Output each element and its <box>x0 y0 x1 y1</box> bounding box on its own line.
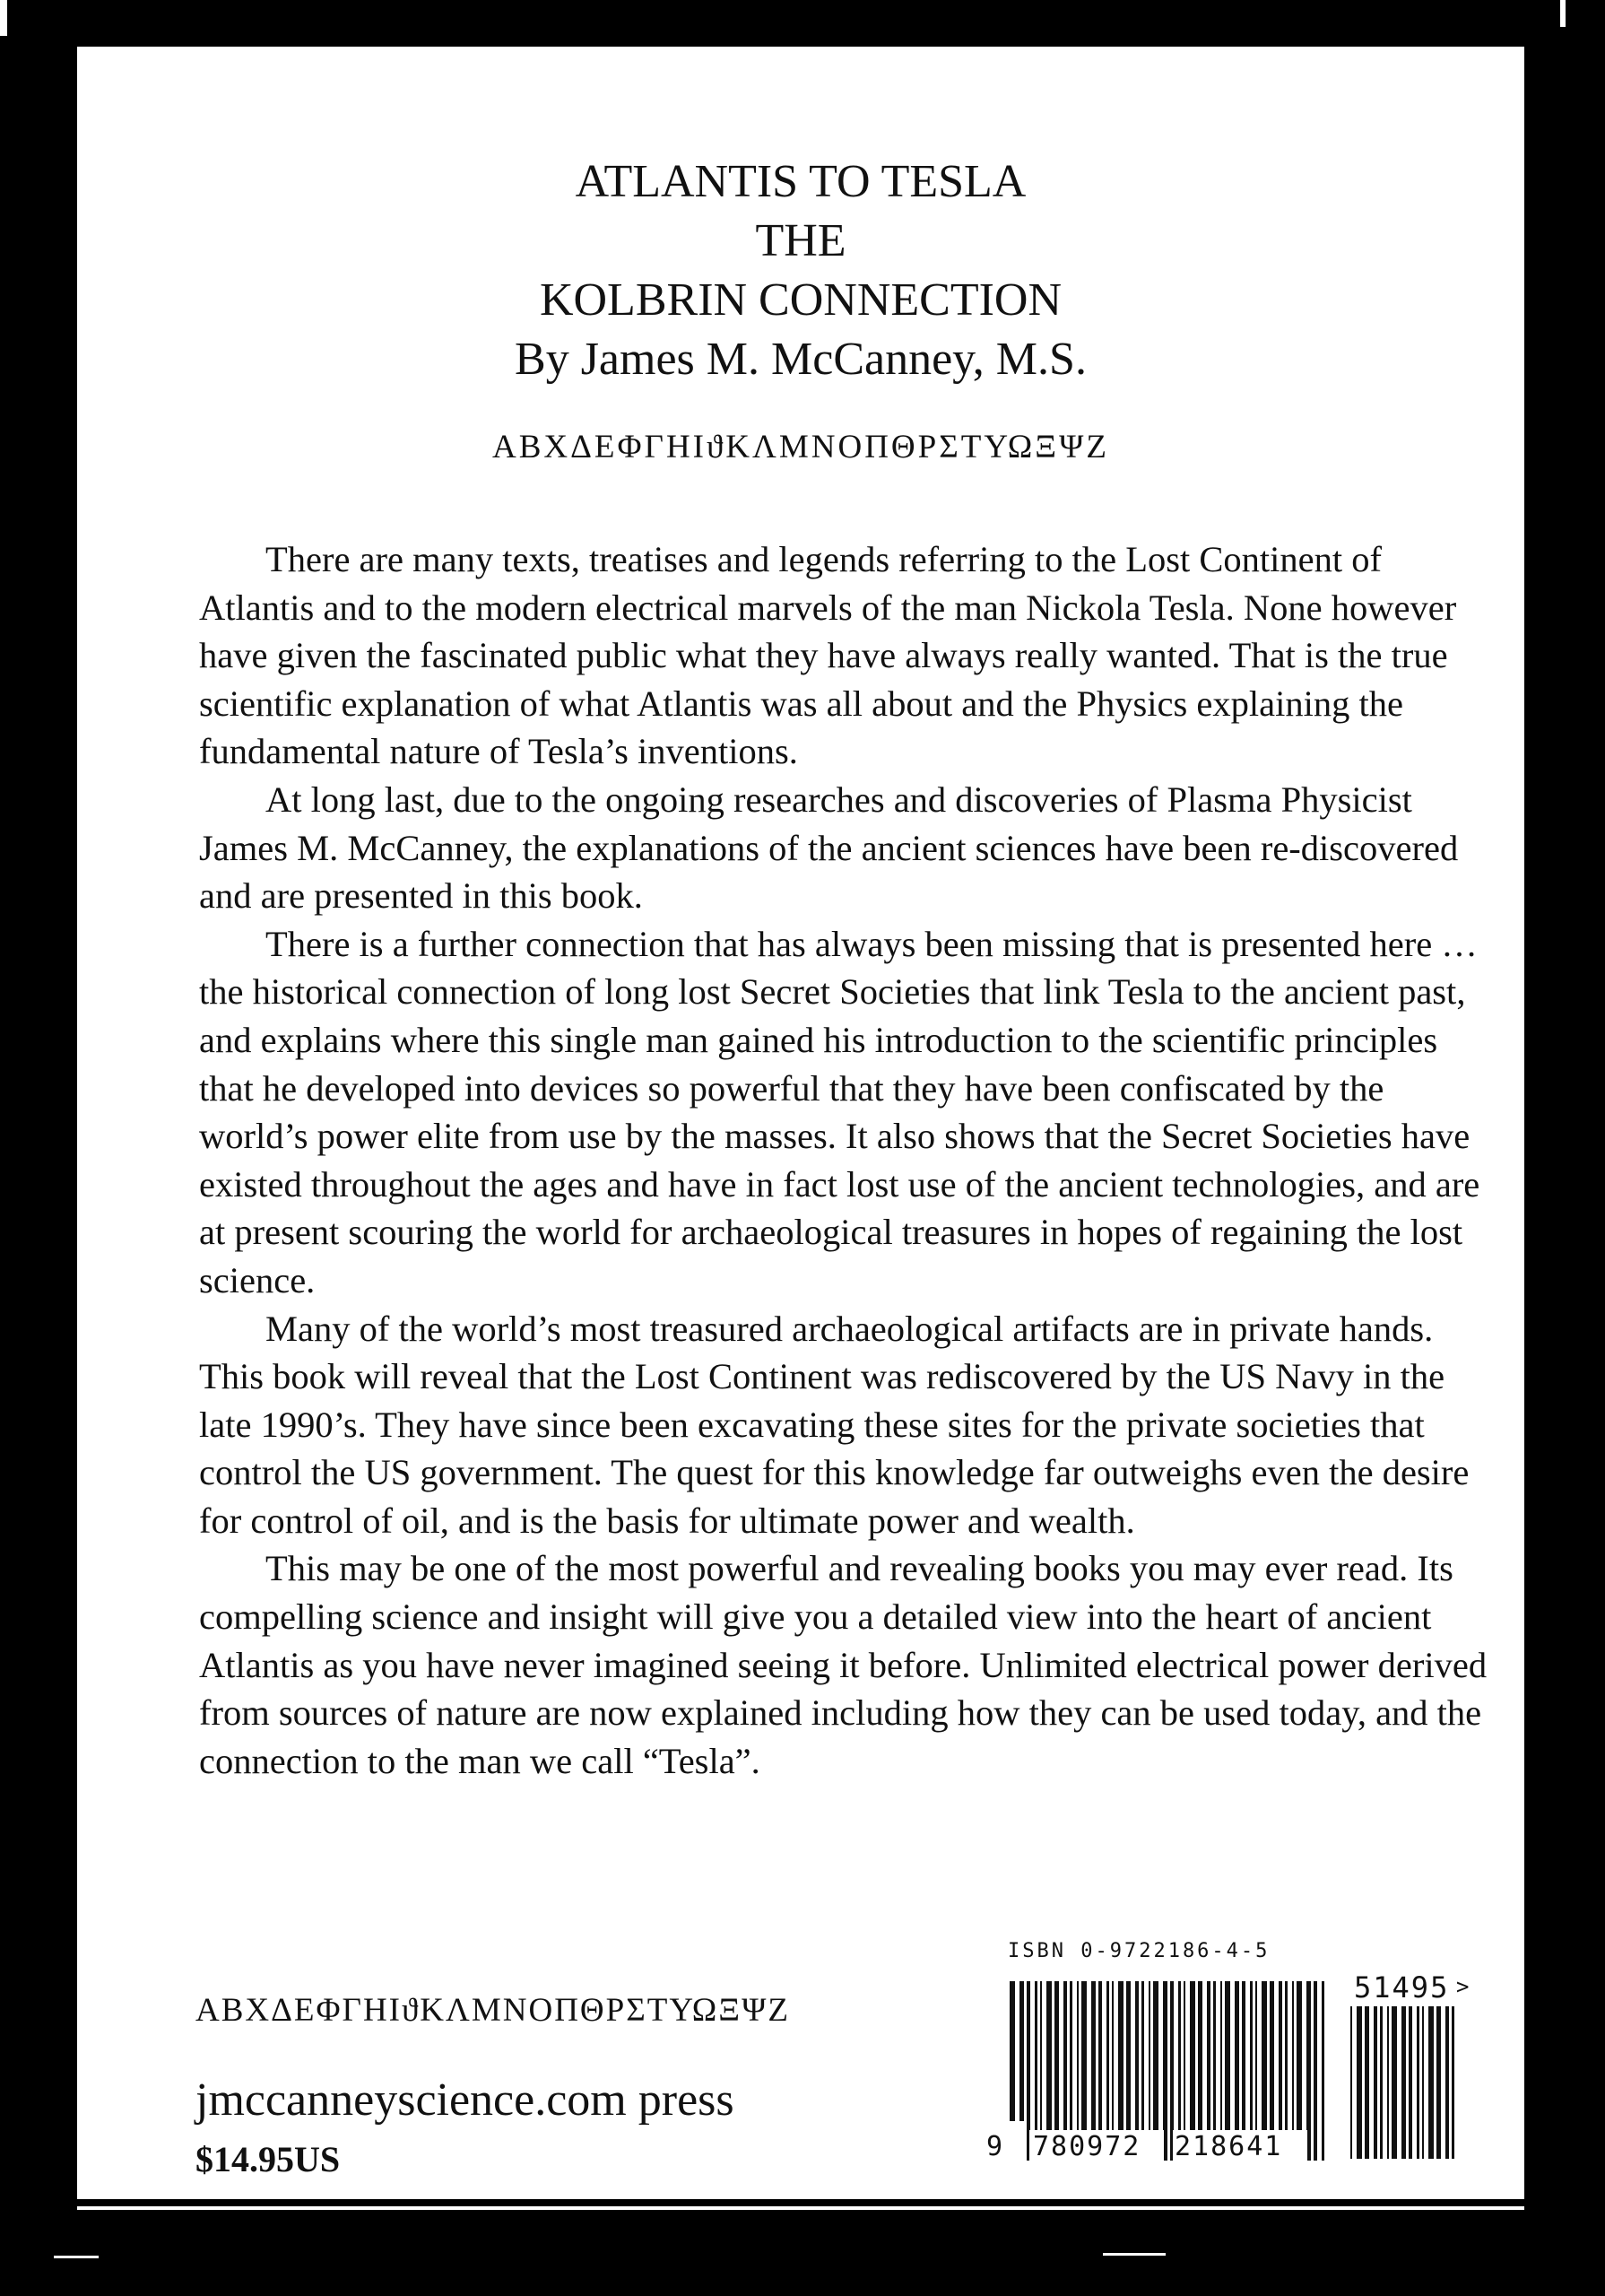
addon-barcode-bars <box>1350 2006 1454 2159</box>
barcode-bar <box>1387 2006 1389 2159</box>
barcode-lead-digit: 9 <box>986 2131 1003 2162</box>
barcode-addon-marker: > <box>1456 1974 1470 1999</box>
blurb-paragraph-1: There are many texts, treatises and legends referring to the Lost Continent of Atlantis and to the modern electrical marvels of the man Nickola Tesla. None however have given the fascinated public what they have always really wanted. That is the true scientific explanation of what Atlantis was all about and the Physics explaining the fundamental nature of Tesla’s inventions. <box>199 539 1457 772</box>
back-cover-page <box>77 47 1524 2199</box>
barcode-bar <box>1436 2006 1441 2159</box>
title-line-2: THE <box>755 215 846 266</box>
barcode-addon-digits: 51495 <box>1354 1970 1450 2005</box>
scan-speck <box>1560 0 1566 27</box>
barcode-left-digits: 780972 <box>1033 2131 1141 2162</box>
scan-speck <box>0 0 7 36</box>
barcode-right-digits: 218641 <box>1175 2131 1283 2162</box>
barcode-bar <box>1365 2006 1369 2159</box>
barcode-bar <box>1357 2006 1362 2159</box>
barcode-bar <box>1392 2006 1397 2159</box>
blurb-paragraph-2: At long last, due to the ongoing researches and discoveries of Plasma Physicist James M. McCanney, the explanations of the ancient sciences have been re-discovered and are presented in this book. <box>199 778 1459 917</box>
blurb-paragraph-4: Many of the world’s most treasured archaeological artifacts are in private hands. This book will reveal that the Lost Continent was rediscovered by the US Navy in the late 1990’s. They have since been excavating these sites for the private societies that control the US government. The quest for this knowledge far outweighs even the desire for control of oil, and is the basis for ultimate power and wealth. <box>199 1308 1470 1541</box>
author-line: By James M. McCanney, M.S. <box>515 334 1087 385</box>
barcode-bar <box>1417 2006 1419 2159</box>
title-line-1: ATLANTIS TO TESLA <box>575 156 1027 207</box>
greek-alphabet-top: ΑΒΧΔΕΦΓΗΙϑΚΛΜΝΟΠΘΡΣΤΥΩΞΨΖ <box>492 429 1109 465</box>
publisher-line: jmccanneyscience.com press <box>195 2074 734 2126</box>
isbn-label: ISBN 0-9722186-4-5 <box>1008 1940 1271 1962</box>
barcode-bar <box>1452 2006 1454 2159</box>
price-label: $14.95US <box>195 2139 341 2179</box>
barcode-bar <box>1314 1981 1317 2161</box>
barcode-bar <box>1401 2006 1406 2159</box>
barcode-bar <box>1422 2006 1424 2159</box>
greek-alphabet-bottom: ΑΒΧΔΕΦΓΗΙϑΚΛΜΝΟΠΘΡΣΤΥΩΞΨΖ <box>195 1992 790 2029</box>
title-block <box>77 152 1524 389</box>
scan-edge-line <box>77 2206 1524 2210</box>
barcode <box>974 1970 1476 2186</box>
blurb-paragraph-3: There is a further connection that has always been missing that is presented here … the historical connection of long lost Secret Societies that link Tesla to the ancient past, and explains where this single man gained his introduction to the scientific principles that he developed into devices so powerful that they have been confiscated by the world’s power elite from use by the masses. It also shows that the Secret Societies have existed throughout the ages and have in fact lost use of the ancient technologies, and are at present scouring the world for archaeological treasures in hopes of regaining the lost science. <box>199 923 1480 1300</box>
barcode-bar <box>1350 2006 1352 2159</box>
blurb-text <box>199 535 1490 1785</box>
scan-speck <box>54 2256 99 2258</box>
scan-speck <box>1103 2253 1166 2256</box>
barcode-bar <box>1380 2006 1383 2159</box>
barcode-bar <box>1428 2006 1434 2159</box>
barcode-bar <box>1322 1981 1324 2161</box>
barcode-bar <box>1445 2006 1449 2159</box>
barcode-bar <box>1374 2006 1377 2159</box>
title-line-3: KOLBRIN CONNECTION <box>539 274 1063 326</box>
barcode-bar <box>1409 2006 1412 2159</box>
blurb-paragraph-5: This may be one of the most powerful and revealing books you may ever read. Its compelling science and insight will give you a detailed view into the heart of ancient Atlantis as you have never imagined seeing it before. Unlimited electrical power derived from sources of nature are now explained including how they can be used today, and the connection to the man we call “Tesla”. <box>199 1548 1488 1781</box>
